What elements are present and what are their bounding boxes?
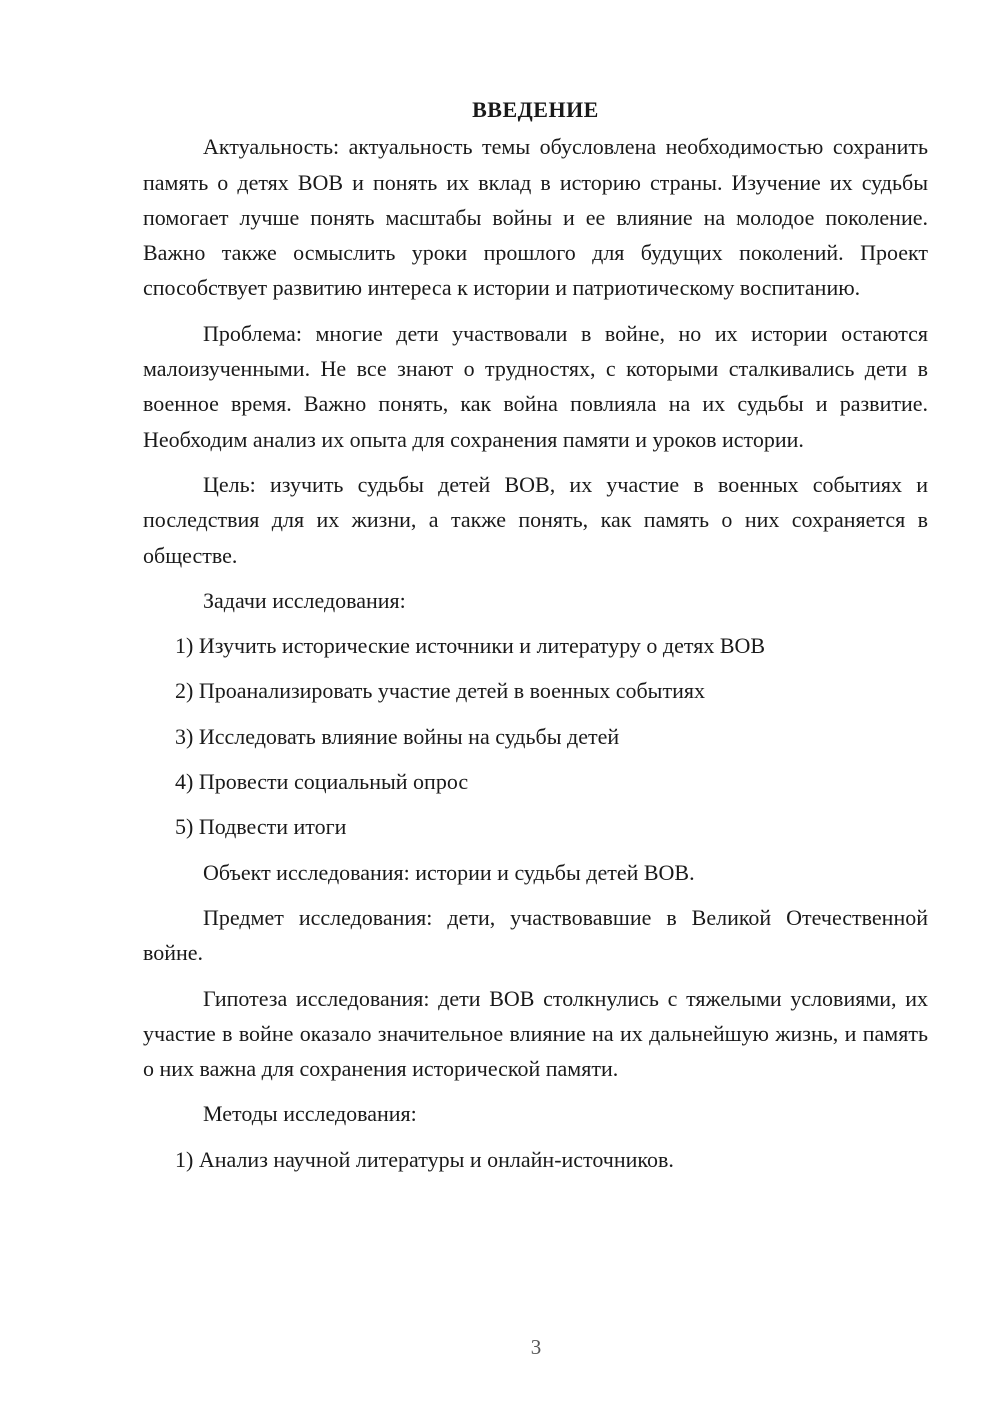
problem-paragraph: Проблема: многие дети участвовали в войне, но их истории остаются малоизученными. Не все знают о трудностях, с которыми сталкивались дети в военное время. Важно понять, как война повлияла на их судьбы и развитие. Необходим анализ их опыта для сохранения памяти и уроков истории. [143, 320, 928, 452]
object-paragraph: Объект исследования: истории и судьбы детей ВОВ. [203, 859, 695, 885]
subject-paragraph: Предмет исследования: дети, участвовавшие в Великой Отечественной войне. [143, 904, 928, 966]
task-item: 1) Изучить исторические источники и литературу о детях ВОВ [175, 633, 766, 659]
section-title: ВВЕДЕНИЕ [472, 97, 599, 122]
tasks-heading: Задачи исследования: [203, 587, 406, 613]
goal-paragraph: Цель: изучить судьбы детей ВОВ, их участие в военных событиях и последствия для их жизни, а также понять, как память о них сохраняется в обществе. [143, 471, 928, 568]
task-item: 5) Подвести итоги [175, 814, 347, 840]
relevance-paragraph: Актуальность: актуальность темы обусловлена необходимостью сохранить память о детях ВОВ и понять их вклад в историю страны. Изучение их судьбы помогает лучше понять масштабы войны и ее влияние на молодое поколение. Важно также осмыслить уроки прошлого для будущих поколений. Проект способствует развитию интереса к истории и патриотическому воспитанию. [143, 134, 928, 301]
page-content [143, 92, 928, 1187]
task-item: 4) Провести социальный опрос [175, 769, 469, 795]
task-item: 3) Исследовать влияние войны на судьбы детей [175, 723, 620, 749]
hypothesis-paragraph: Гипотеза исследования: дети ВОВ столкнулись с тяжелыми условиями, их участие в войне оказало значительное влияние на их дальнейшую жизнь, и память о них важна для сохранения исторической памяти. [143, 985, 928, 1082]
methods-heading: Методы исследования: [203, 1101, 417, 1127]
task-item: 2) Проанализировать участие детей в военных событиях [175, 678, 705, 704]
page-number: 3 [530, 1335, 542, 1359]
method-item: 1) Анализ научной литературы и онлайн-источников. [175, 1146, 674, 1172]
